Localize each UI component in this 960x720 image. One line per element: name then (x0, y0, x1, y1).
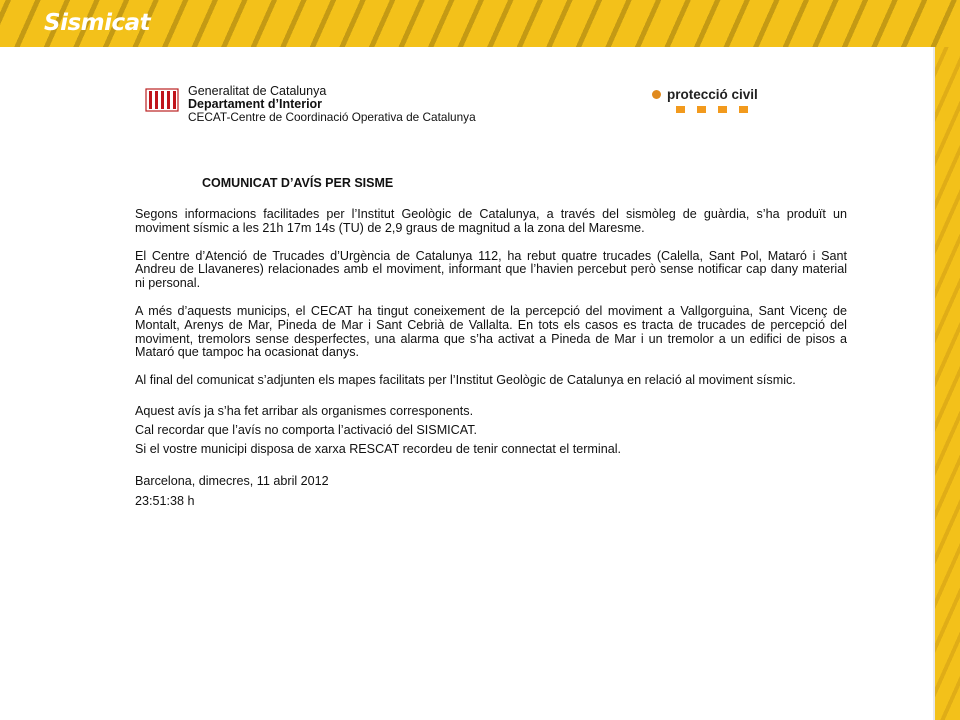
right-stripe (935, 47, 960, 720)
generalitat-logo-icon (145, 88, 179, 112)
paragraph-1: Segons informacions facilitades per l’Institut Geològic de Catalunya, a través del sismòleg de guàrdia, s’ha produït un moviment sísmic a les 21h 17m 14s (TU) de 2,9 graus de magnitud a la zona del Maresme. (135, 207, 847, 235)
proteccio-civil-dot-icon (652, 90, 661, 99)
place-date: Barcelona, dimecres, 11 abril 2012 (135, 473, 329, 488)
note-1: Aquest avís ja s’ha fet arribar als organismes corresponents. (135, 403, 474, 418)
gencat-line-2: Departament d’Interior (188, 97, 323, 111)
note-3: Si el vostre municipi disposa de xarxa RESCAT recordeu de tenir connectat el terminal. (135, 441, 622, 456)
app-title: Sismicat (44, 10, 151, 36)
square-icon (676, 106, 685, 113)
header-banner (0, 0, 960, 47)
square-icon (739, 106, 748, 113)
square-icon (718, 106, 727, 113)
paragraph-2: El Centre d’Atenció de Trucades d’Urgència de Catalunya 112, ha rebut quatre trucades (Calella, Sant Pol, Mataró i Sant Andreu de Llavaneres) relacionades amb el moviment, informant que l’havien percebut però sense notificar cap dany material ni personal. (135, 248, 847, 291)
proteccio-civil-label: protecció civil (667, 87, 758, 102)
document-title: COMUNICAT D’AVÍS PER SISME (202, 176, 394, 190)
generalitat-header (188, 85, 476, 124)
time: 23:51:38 h (135, 493, 195, 508)
proteccio-civil-squares (676, 106, 758, 113)
square-icon (697, 106, 706, 113)
gencat-line-3: CECAT-Centre de Coordinació Operativa de Catalunya (188, 110, 476, 124)
note-2: Cal recordar que l’avís no comporta l’activació del SISMICAT. (135, 422, 478, 437)
proteccio-civil-logo (652, 87, 758, 113)
document-body (135, 208, 847, 511)
signoff (135, 471, 847, 511)
paragraph-3: A més d’aquests municips, el CECAT ha tingut coneixement de la percepció del moviment a Vallgorguina, Sant Vicenç de Montalt, Arenys de Mar, Pineda de Mar i Sant Cebrià de Vallalta. En tots els casos es tracta de trucades de percepció del moviment, tremolors sense desperfectes, una alarma que s’ha activat a Pineda de Mar i un tremolor a un edifici de pisos a Mataró que tampoc ha ocasionat danys. (135, 303, 847, 360)
paragraph-4: Al final del comunicat s’adjunten els mapes facilitats per l’Institut Geològic de Catalunya en relació al moviment sísmic. (135, 373, 796, 388)
notes (135, 402, 847, 459)
gencat-line-1: Generalitat de Catalunya (188, 84, 327, 98)
